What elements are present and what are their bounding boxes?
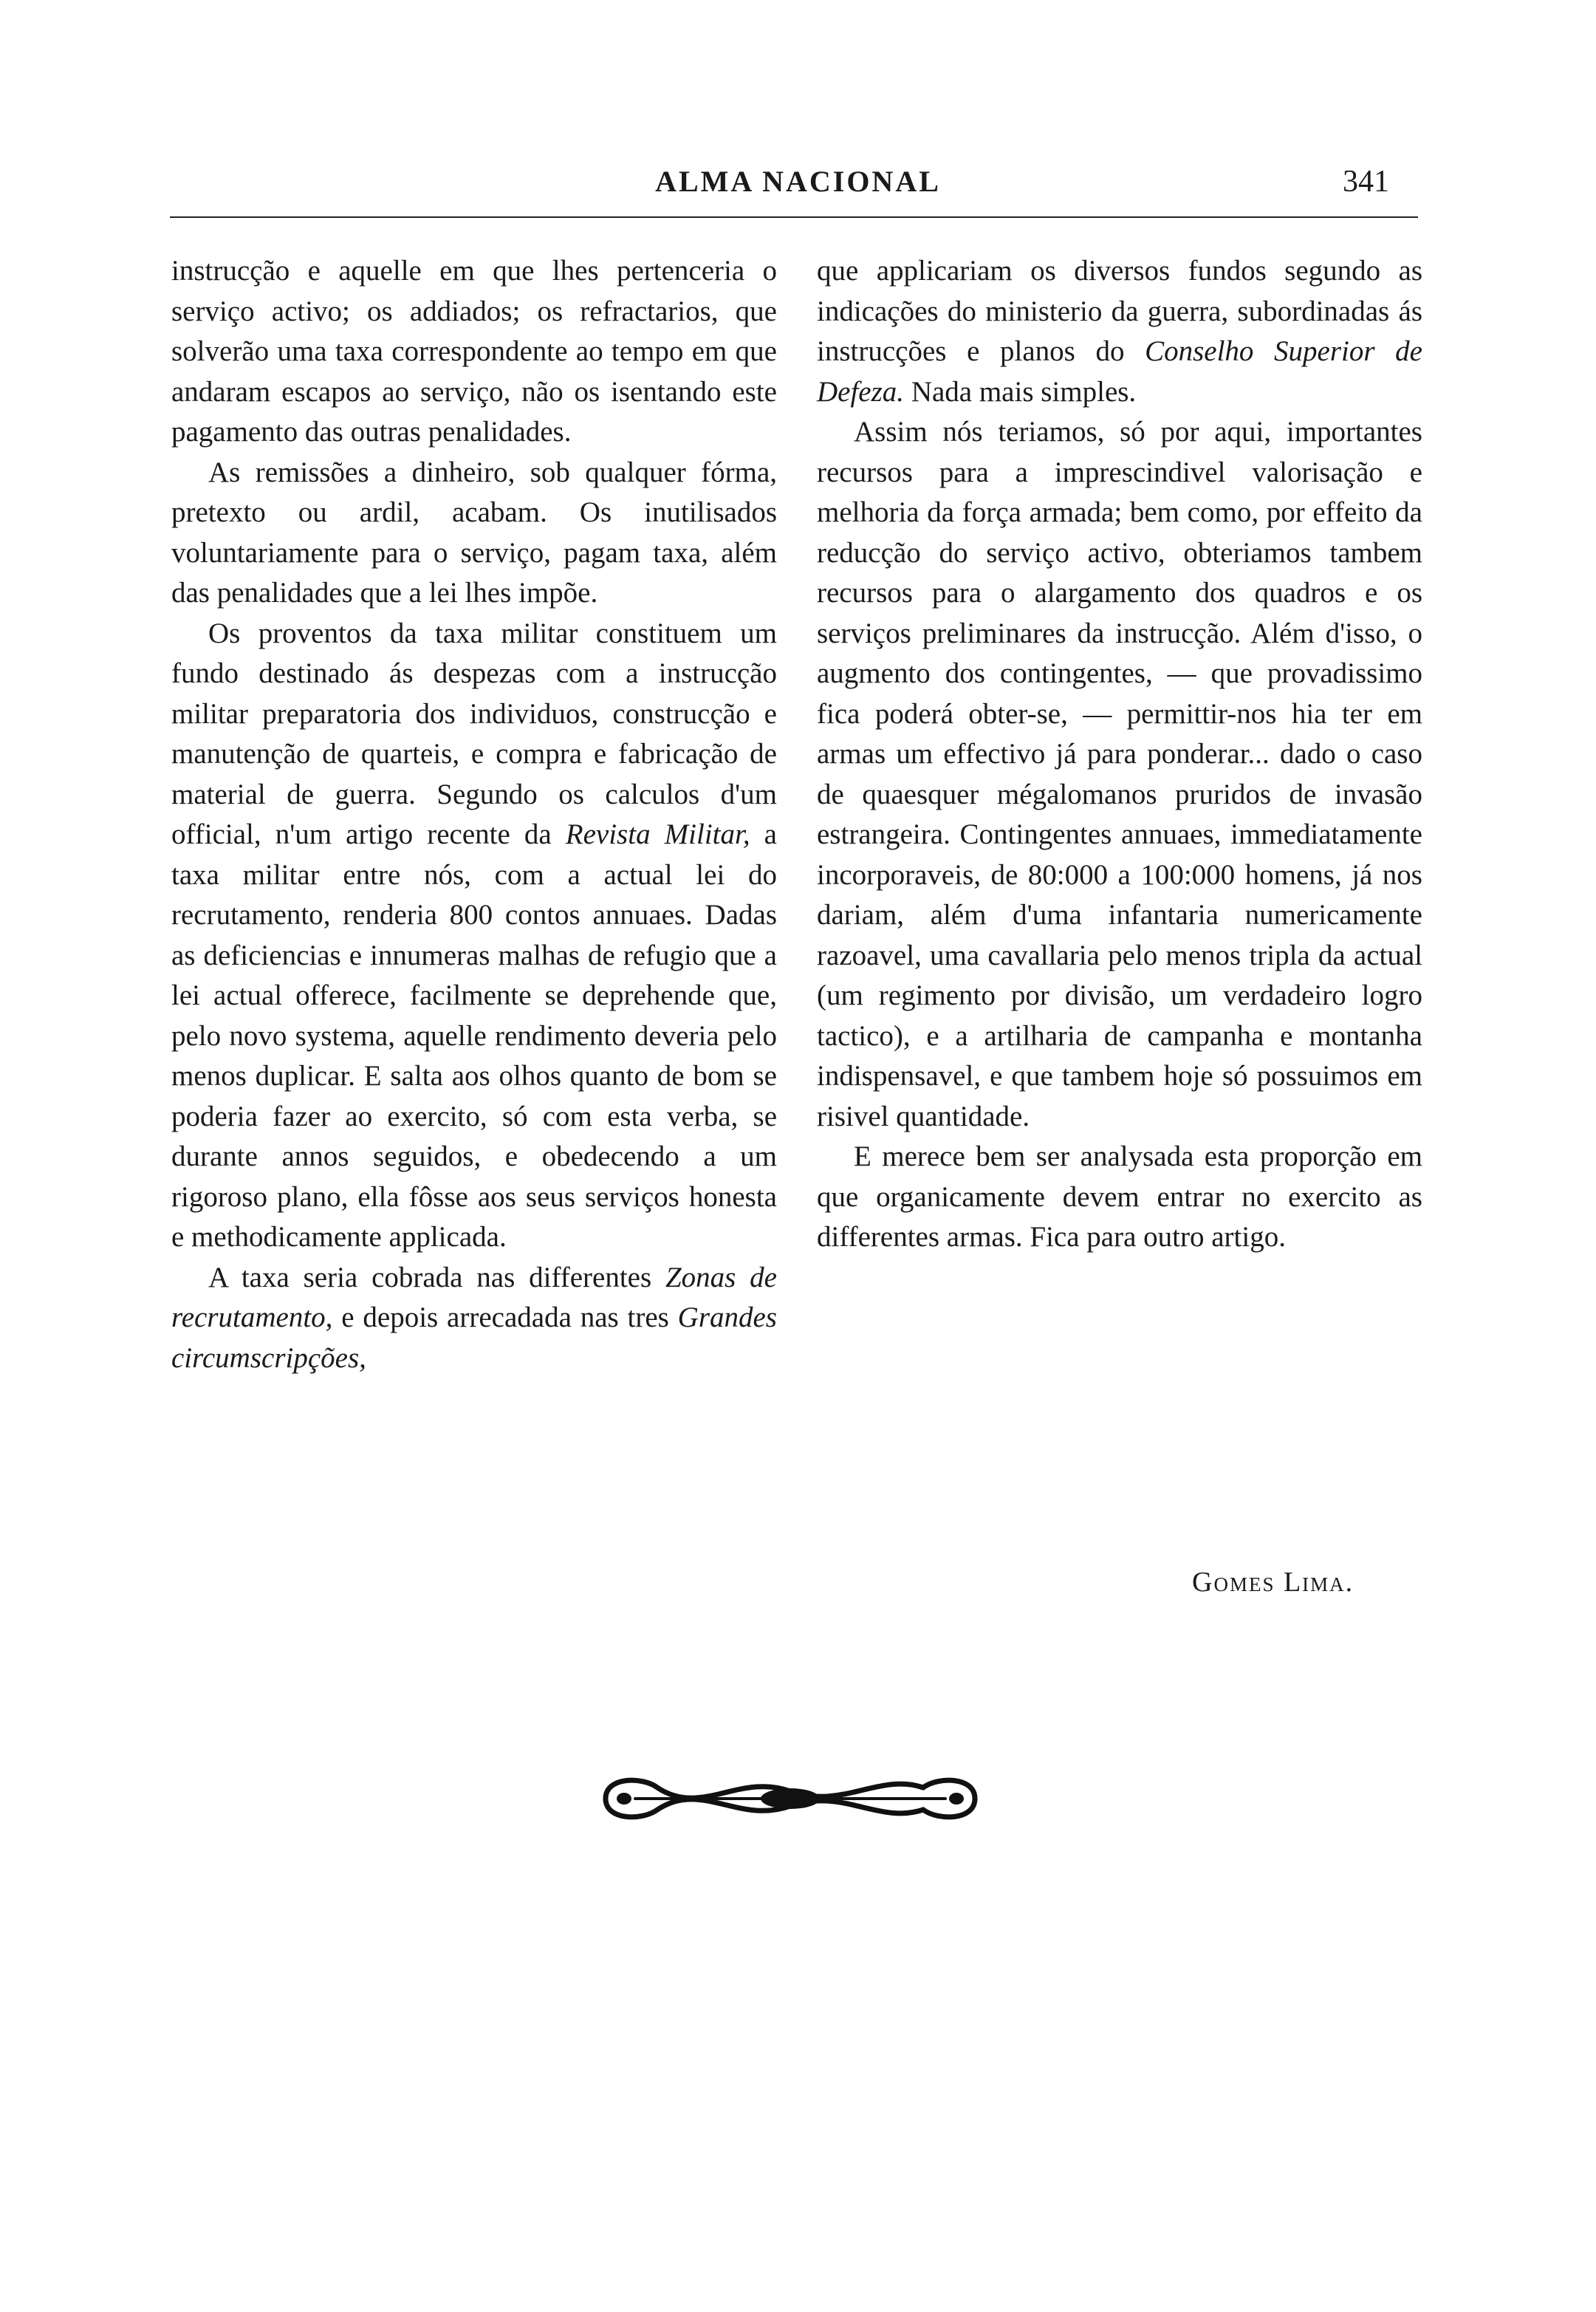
- right-column: [817, 251, 1422, 1258]
- header-rule: [170, 216, 1418, 218]
- scroll-ornament-icon: [591, 1758, 990, 1839]
- paragraph: As remissões a dinheiro, sob qualquer fórma, pretexto ou ardil, acabam. Os inutilisados voluntariamente para o serviço, pagam taxa, além das penalidades que a lei lhes impõe.: [171, 456, 777, 609]
- italic-title: Zonas de recrutamento,: [171, 1261, 777, 1333]
- left-column: [171, 251, 777, 1378]
- text-span: A taxa seria cobrada nas differentes: [208, 1261, 665, 1293]
- text-span: a taxa militar entre nós, com a actual lei do recrutamento, renderia 800 contos annuaes. Dadas as deficiencias e innumeras malhas de refugio que a lei actual offerece, facilmente se deprehende que, pelo novo systema, aquelle rendimento deveria pelo menos duplicar. E salta aos olhos quanto de bom se poderia fazer ao exercito, só com esta verba, se durante annos seguidos, e obedecendo a um rigoroso plano, ella fôsse aos seus serviços honesta e methodicamente applicada.: [171, 818, 777, 1253]
- author-signature: Gomes Lima.: [1192, 1567, 1354, 1598]
- paragraph: Assim nós teriamos, só por aqui, importantes recursos para a imprescindivel valorisação e melhoria da força armada; bem como, por effeito da reducção do serviço activo, obteriamos tambem recursos para o alargamento dos quadros e os serviços preliminares da instrucção. Além d'isso, o augmento dos contingentes, — que provadissimo fica poderá obter-se, — permittir-nos hia ter em armas um effectivo já para ponderar... dado o caso de quaesquer mégalomanos pruridos de invasão estrangeira. Contingentes annuaes, immediatamente incorporaveis, de 80:000 a 100:000 homens, já nos dariam, além d'uma infantaria numericamente razoavel, uma cavallaria pelo menos tripla da actual (um regimento por divisão, um verdadeiro logro tactico), e a artilharia de campanha e montanha indispensavel, e que tambem hoje só possuimos em risivel quantidade.: [817, 416, 1422, 1132]
- text-span: Nada mais simples.: [904, 375, 1137, 408]
- italic-title: Revista Militar,: [565, 818, 750, 850]
- text-span: Os proventos da taxa militar constituem um fundo destinado ás despezas com a instrucção militar preparatoria dos individuos, construcção e manutenção de quarteis, e compra e fabricação de material de guerra. Segundo os calculos d'um official, n'um artigo recente da: [171, 617, 777, 850]
- page-number: 341: [1343, 165, 1389, 199]
- paragraph: instrucção e aquelle em que lhes pertenceria o serviço activo; os addiados; os refractarios, que solverão uma taxa correspondente ao tempo em que andaram escapos ao serviço, não os isentando este pagamento das outras penalidades.: [171, 255, 777, 448]
- paragraph: [171, 1258, 777, 1379]
- paragraph: E merece bem ser analysada esta proporção em que organicamente devem entrar no exercito as differentes armas. Fica para outro artigo.: [817, 1140, 1422, 1253]
- text-span: e depois arrecadada nas tres: [332, 1302, 678, 1333]
- text-span: que applicariam os diversos fundos segundo as indicações do ministerio da guerra, subordinadas ás instrucções e planos do: [817, 255, 1422, 367]
- running-title: ALMA NACIONAL: [655, 165, 941, 198]
- italic-title: Grandes circumscripções,: [171, 1302, 777, 1374]
- paragraph: [817, 251, 1422, 412]
- italic-title: Conselho Superior de Defeza.: [817, 335, 1422, 408]
- paragraph: [171, 614, 777, 1258]
